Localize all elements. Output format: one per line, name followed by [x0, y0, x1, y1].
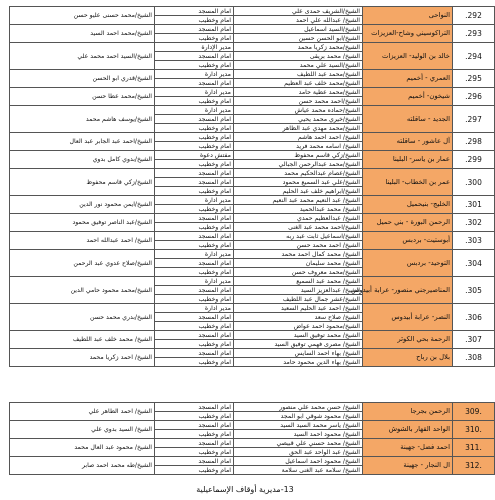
sheikh-name: الشيخ/ابو الحسن حسين — [234, 34, 363, 43]
sheikh-name: الشيخ/محمد خلف عبد العظيم — [234, 79, 363, 88]
mosque-name: العمري - أخميم — [363, 70, 453, 88]
mosque-name: شيخون- أخميم — [363, 88, 453, 106]
role: امام المسجد — [155, 115, 234, 124]
mosque-name: المناصيرجني منصور- عرابة أبيدوس — [363, 277, 453, 304]
page-footer: 13-مديرية أوقاف الإسماعيلية — [196, 485, 294, 494]
sheikh-name: الشيخ/محمد عبدالرحمن الجبالي — [234, 160, 363, 169]
role: امام وخطيب — [155, 133, 234, 142]
sheikh-name: الشيخ/ اسامه محمد فريد — [234, 142, 363, 151]
role: امام المسجد — [155, 169, 234, 178]
sheikh-name: الشيخ/ محمد كمال احمد محمد — [234, 250, 363, 259]
role: امام المسجد — [155, 232, 234, 241]
sheikh-name: الشيخ/ محمد حسني علي قبيصي — [234, 439, 363, 448]
mosque-name: الخليج- بنيحميل — [363, 196, 453, 214]
sheikh-name: الشيخ/محمد مهدي عبد الظاهر — [234, 124, 363, 133]
sheikh-name: الشيخ/حماده محمد عياش — [234, 106, 363, 115]
row-number: 305. — [453, 277, 495, 304]
role: مدير ادارة — [155, 304, 234, 313]
assigned-sheikh: الشيخ/السيد احمد محمد علي — [10, 43, 155, 70]
table-row — [10, 214, 495, 223]
table-row — [10, 331, 495, 340]
role: امام وخطيب — [155, 268, 234, 277]
assigned-sheikh: الشيخ/بدوي كامل بدوي — [10, 151, 155, 169]
row-number: 294. — [453, 43, 495, 70]
table-row — [10, 232, 495, 241]
role: امام المسجد — [155, 457, 234, 466]
role: امام المسجد — [155, 259, 234, 268]
sheikh-name: الشيخ/السيد اسماعيل — [234, 25, 363, 34]
table-row — [10, 70, 495, 79]
sheikh-name: الشيخ/ محمد بريقى — [234, 52, 363, 61]
mosque-name: آل عاشور - ساقلته — [363, 133, 453, 151]
role: مفتش دعوة — [155, 151, 234, 160]
role: امام المسجد — [155, 178, 234, 187]
sheikh-name: الشيخ/ عبدالله علي احمد — [234, 16, 363, 25]
role: امام وخطيب — [155, 34, 234, 43]
sheikh-name: الشيخ/ محمود احمد اسماعيل — [234, 457, 363, 466]
role: امام وخطيب — [155, 160, 234, 169]
sheikh-name: الشيخ/ ياسر محمد السيد السيد — [234, 421, 363, 430]
role: امام وخطيب — [155, 430, 234, 439]
role: مدير ادارة — [155, 70, 234, 79]
sheikh-name: الشيخ/الشريف حمدى علي — [234, 7, 363, 16]
table-row — [10, 250, 495, 259]
role: امام المسجد — [155, 79, 234, 88]
role: امام وخطيب — [155, 448, 234, 457]
role: مدير ادارة — [155, 196, 234, 205]
assigned-sheikh: الشيخ/يوسف هاشم محمد — [10, 106, 155, 133]
sheikh-name: الشيخ/احمد محمد حسن — [234, 97, 363, 106]
sheikh-name: الشيخ/احمد محمد عبد الغنى — [234, 223, 363, 232]
mosque-name: النواحى — [363, 7, 453, 25]
assigned-sheikh: الشيخ/ احمد الطاهر علي — [10, 403, 155, 421]
role: امام وخطيب — [155, 322, 234, 331]
row-number: 299. — [453, 151, 495, 169]
role: امام المسجد — [155, 313, 234, 322]
role: امام وخطيب — [155, 187, 234, 196]
row-number: 302. — [453, 214, 495, 232]
row-number: 293. — [453, 25, 495, 43]
sheikh-name: الشيخ/ عبدالعظيم حمدي — [234, 214, 363, 223]
sheikh-name: الشيخ/ سلامة عبد الغنى سلامة — [234, 466, 363, 475]
role: امام وخطيب — [155, 16, 234, 25]
role: مدير ادارة — [155, 277, 234, 286]
sheikh-name: الشيخ/ محمد توفيق السيد — [234, 331, 363, 340]
role: امام وخطيب — [155, 124, 234, 133]
mosque-name: أبوستيت- بردبس — [363, 232, 453, 250]
sheikh-name: الشيخ/ محمد عبد السميع — [234, 277, 363, 286]
sheikh-name: الشيخ/ محمد سليمان — [234, 259, 363, 268]
assigned-sheikh: الشيخ/صلاح عدوي عبد الرحمن — [10, 250, 155, 277]
role: امام المسجد — [155, 286, 234, 295]
sheikh-name: الشيخ/زكي قاسم محفوظ — [234, 151, 363, 160]
assigned-sheikh: الشيخ/ محمد خلف عبد اللطيف — [10, 331, 155, 349]
table-row — [10, 403, 495, 412]
assigned-sheikh: الشيخ/محمد محمود حامي الدين — [10, 277, 155, 304]
role: امام المسجد — [155, 331, 234, 340]
role: امام وخطيب — [155, 205, 234, 214]
role: امام المسجد — [155, 7, 234, 16]
row-number: 298. — [453, 133, 495, 151]
row-number: 301. — [453, 196, 495, 214]
assigned-sheikh: الشيخ/بدري محمد حسن — [10, 304, 155, 331]
sheikh-name: الشيخ/ احمد عبد الحليم السعيد — [234, 304, 363, 313]
mosque-name: التراكوسيني وشاح-العزيزات — [363, 25, 453, 43]
role: مدير ادارة — [155, 88, 234, 97]
sheikh-name: الشيخ/عصام عبدالحكيم محمد — [234, 169, 363, 178]
table-row — [10, 88, 495, 97]
role: امام المسجد — [155, 52, 234, 61]
table-row — [10, 169, 495, 178]
table-row — [10, 25, 495, 34]
row-number: 297. — [453, 106, 495, 133]
sheikh-name: الشيخ/ محمود شوقي ابو المجد — [234, 412, 363, 421]
table-row — [10, 304, 495, 313]
row-number: .312 — [453, 457, 495, 475]
mosque-name: الجديد - ساقلته — [363, 106, 453, 133]
row-number: 303. — [453, 232, 495, 250]
row-number: 307. — [453, 331, 495, 349]
assigned-sheikh: الشيخ/قدري ابو الحسن — [10, 70, 155, 88]
sheikh-name: الشيخ/ محمد عبدالحميد — [234, 205, 363, 214]
role: امام المسجد — [155, 403, 234, 412]
role: امام وخطيب — [155, 412, 234, 421]
assigned-sheikh: الشيخ/زكي قاسم محفوظ — [10, 169, 155, 196]
sheikh-name: الشيخ/ مصرى فهمي توفيق السيد — [234, 340, 363, 349]
mosque-name: الرحمن البورة - بني حميل — [363, 214, 453, 232]
role: امام المسجد — [155, 439, 234, 448]
assigned-sheikh: الشيخ/احمد عبد الجابر عبد العال — [10, 133, 155, 151]
mosque-name: النصر- عرابة أبيدوس — [363, 304, 453, 331]
sheikh-name: الشيخ/ عبد النعيم محمد عبد النعيم — [234, 196, 363, 205]
sheikh-name: الشيخ/ احمد احمد هاشم — [234, 133, 363, 142]
table-row — [10, 106, 495, 115]
table-row — [10, 151, 495, 160]
sheikh-name: الشيخ/ عبدالعزيز السيد — [234, 286, 363, 295]
row-number: 296. — [453, 88, 495, 106]
sheikh-name: الشيخ/ احمد محمد حسن — [234, 241, 363, 250]
mosque-name: الرحمة بحي الكوثر — [363, 331, 453, 349]
mosque-name: الواحد القهار بالشوش — [363, 421, 453, 439]
assigned-sheikh: الشيخ/ السيد بدوي علي — [10, 421, 155, 439]
table-row — [10, 196, 495, 205]
row-number: 308. — [453, 349, 495, 367]
role: امام المسجد — [155, 25, 234, 34]
table-row — [10, 43, 495, 52]
role: مدير ادارة — [155, 250, 234, 259]
sheikh-name: الشيخ/ حسن محمد علي منصور — [234, 403, 363, 412]
role: امام وخطيب — [155, 223, 234, 232]
assigned-sheikh: الشيخ/محمد احمد السيد — [10, 25, 155, 43]
sheikh-name: الشيخ/ صلاح سعد — [234, 313, 363, 322]
assigned-sheikh: الشيخ/ايمن محمود نور الدين — [10, 196, 155, 214]
mosque-name: عمار بن ياسر- البلينا — [363, 151, 453, 169]
table-row — [10, 133, 495, 142]
row-number: 304. — [453, 250, 495, 277]
row-number: 306. — [453, 304, 495, 331]
mosque-name: بلال بن رباح — [363, 349, 453, 367]
assigned-sheikh: الشيخ/ محمود عبد العال محمد — [10, 439, 155, 457]
imams-table-page-top — [9, 6, 495, 367]
table-row — [10, 439, 495, 448]
mosque-name: عمر بن الخطاب- البلينا — [363, 169, 453, 196]
table-row — [10, 349, 495, 358]
assigned-sheikh: الشيخ/ احمد عبدالله احمد — [10, 232, 155, 250]
role: امام وخطيب — [155, 340, 234, 349]
imams-table-page-bottom — [9, 402, 495, 475]
role: امام وخطيب — [155, 142, 234, 151]
sheikh-name: الشيخ/عشر جمال عبد اللطيف — [234, 295, 363, 304]
row-number: 292. — [453, 7, 495, 25]
sheikh-name: الشيخ/محمد عبد اللطيف — [234, 70, 363, 79]
sheikh-name: الشيخ/ابراهيم خلف عبد الحليم — [234, 187, 363, 196]
table-row — [10, 7, 495, 16]
role: مدير ادارة — [155, 106, 234, 115]
role: امام وخطيب — [155, 295, 234, 304]
mosque-name: التوحيد- بردبس — [363, 250, 453, 277]
sheikh-name: الشيخ/علي عبد السميع محمود — [234, 178, 363, 187]
sheikh-name: الشيخ/محمد زكريا محمد — [234, 43, 363, 52]
assigned-sheikh: الشيخ/محمد عطا حسن — [10, 88, 155, 106]
table-row — [10, 457, 495, 466]
mosque-name: احمد فضل- جهينة — [363, 439, 453, 457]
role: امام المسجد — [155, 349, 234, 358]
row-number: .311 — [453, 439, 495, 457]
row-number: 300. — [453, 169, 495, 196]
table-row — [10, 277, 495, 286]
mosque-name: ال النجار - جهينة — [363, 457, 453, 475]
role: امام وخطيب — [155, 241, 234, 250]
sheikh-name: الشيخ/محمود احمد عواض — [234, 322, 363, 331]
assigned-sheikh: الشيخ/عبد الناصر توفيق محمود — [10, 214, 155, 232]
row-number: .309 — [453, 403, 495, 421]
sheikh-name: الشيخ/خيري محمد يحيي — [234, 115, 363, 124]
role: امام المسجد — [155, 214, 234, 223]
assigned-sheikh: الشيخ/محمد حسنى عليو حسن — [10, 7, 155, 25]
assigned-sheikh: الشيخ/ احمد زكريا محمد — [10, 349, 155, 367]
role: امام وخطيب — [155, 97, 234, 106]
sheikh-name: الشيخ/محمد معروف حسن — [234, 268, 363, 277]
sheikh-name: الشيخ/محمد عطية حامد — [234, 88, 363, 97]
sheikh-name: الشيخ/ بهاء احمد السايس — [234, 349, 363, 358]
role: مدير الإدارة — [155, 43, 234, 52]
assigned-sheikh: الشيخ/طه محمد احمد صابر — [10, 457, 155, 475]
role: امام المسجد — [155, 421, 234, 430]
role: امام وخطيب — [155, 358, 234, 367]
mosque-name: الرحمن بجرجا — [363, 403, 453, 421]
sheikh-name: الشيخ/اسماعيل ثابت عبد ربه — [234, 232, 363, 241]
role: امام وخطيب — [155, 61, 234, 70]
table-row — [10, 421, 495, 430]
sheikh-name: الشيخ/ بهاء الدين محمود حامد — [234, 358, 363, 367]
sheikh-name: الشيخ/ عبد الواحد عبد الحق — [234, 448, 363, 457]
row-number: .310 — [453, 421, 495, 439]
row-number: 295. — [453, 70, 495, 88]
sheikh-name: الشيخ/ محمود احمد السيد — [234, 430, 363, 439]
mosque-name: خالد بن الوليد- العزيزات — [363, 43, 453, 70]
sheikh-name: الشيخ/السيد علي محمد — [234, 61, 363, 70]
role: امام وخطيب — [155, 466, 234, 475]
